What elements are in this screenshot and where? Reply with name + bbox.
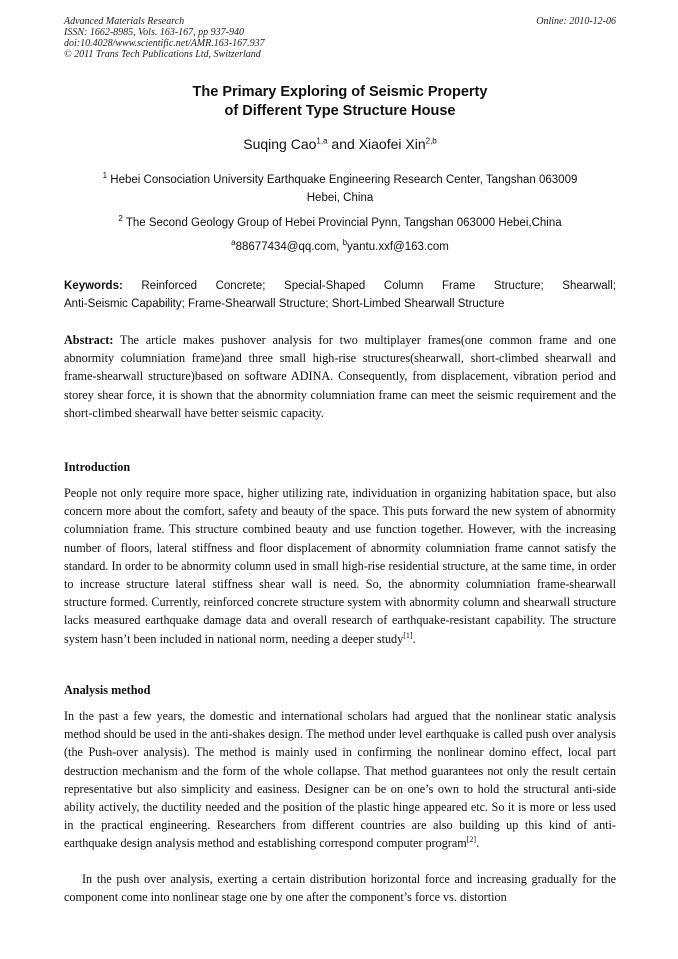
email-a-marker: a bbox=[231, 238, 236, 248]
citation-2[interactable]: [2] bbox=[466, 835, 477, 845]
title-line-2: of Different Type Structure House bbox=[224, 103, 456, 119]
affil-1-line-1: Hebei Consociation University Earthquake Engineering Research Center, Tangshan 063009 bbox=[110, 174, 578, 186]
affil-2-text: The Second Geology Group of Hebei Provincial Pynn, Tangshan 063000 Hebei,China bbox=[125, 217, 562, 229]
email-b-marker: b bbox=[342, 238, 348, 248]
keywords-label: Keywords: bbox=[64, 280, 123, 292]
journal-name: Advanced Materials Research bbox=[64, 16, 185, 27]
keywords-line-2: Anti-Seismic Capability; Frame-Shearwall Structure; Short-Limbed Shearwall Structure bbox=[64, 298, 505, 310]
analysis-end-1: . bbox=[476, 836, 480, 851]
analysis-text-1: In the past a few years, the domestic and international scholars had argued that the nonlinear static analysis method should be used in the anti-shakes design. The method under level earthquake is called push over analysis (the Push-over analysis). The method is mainly used in confirming the nonlinear domino effect, local part destruction mechanism and the form of the whole collapse. That method guarantees not only the result certain representative but also simplicity and easiness. Designer can be on one’s own to hold the structural anti-side ability actively, the ductility needed and the position of the plastic hinge appeared etc. So it is more or less used in the practical engineering. Researchers from different countries are also building up this kind of anti-earthquake design analysis method and establishing correspond computer program bbox=[64, 709, 616, 851]
abstract-label: Abstract: bbox=[64, 333, 114, 347]
affiliation-1 bbox=[64, 171, 616, 207]
affil-2-marker: 2 bbox=[118, 214, 123, 224]
author-2: Xiaofei Xin bbox=[358, 136, 426, 152]
introduction-end: . bbox=[412, 631, 416, 646]
online-date: Online: 2010-12-06 bbox=[536, 16, 616, 27]
email-b[interactable]: yantu.xxf@163.com bbox=[347, 241, 449, 253]
paper-title bbox=[64, 83, 616, 121]
copyright-line: © 2011 Trans Tech Publications Ltd, Switzerland bbox=[64, 49, 261, 60]
keywords-line-1: Reinforced Concrete; Special-Shaped Column Frame Structure; Shearwall; bbox=[141, 280, 616, 292]
author-2-affil: 2,b bbox=[425, 136, 437, 146]
author-list bbox=[64, 136, 616, 152]
analysis-heading: Analysis method bbox=[64, 683, 151, 697]
analysis-paragraph-2 bbox=[64, 870, 616, 906]
affiliation-2 bbox=[64, 214, 616, 232]
email-line bbox=[64, 238, 616, 256]
title-line-1: The Primary Exploring of Seismic Property bbox=[192, 84, 488, 100]
journal-header bbox=[64, 16, 616, 60]
analysis-paragraph-1 bbox=[64, 707, 616, 853]
author-1: Suqing Cao bbox=[243, 136, 317, 152]
email-a[interactable]: 88677434@qq.com, bbox=[235, 241, 343, 253]
introduction-paragraph bbox=[64, 484, 616, 648]
author-conj: and bbox=[327, 136, 359, 152]
introduction-heading: Introduction bbox=[64, 460, 131, 474]
abstract-block bbox=[64, 331, 616, 422]
issn-line: ISSN: 1662-8985, Vols. 163-167, pp 937-940 bbox=[64, 27, 244, 38]
author-1-affil: 1,a bbox=[316, 136, 328, 146]
keywords-block bbox=[64, 277, 616, 313]
abstract-text: The article makes pushover analysis for two multiplayer frames(one common frame and one abnormity columniation frame)and three small high-rise structures(shearwall, short-climbed shearwall and frame-shearwall structure)based on software ADINA. Consequently, from displacement, vibration period and storey shear force, it is shown that the abnormity columniation frame can meet the seismic requirement and the short-climbed shearwall have better seismic capacity. bbox=[64, 333, 616, 420]
analysis-text-2: In the push over analysis, exerting a certain distribution horizontal force and increasing gradually for the component come into nonlinear stage one by one after the component’s force vs. distortion bbox=[64, 872, 616, 905]
introduction-text: People not only require more space, higher utilizing rate, individuation in organizing habitation space, but also concern more about the comfort, safety and beauty of the space. This puts forward the new system of abnormity columniation frame. This structure combined beauty and use function together. However, with the increasing number of floors, lateral stiffness and floor displacement of abnormity columniation frame cannot satisfy the standard. In order to be abnormity column used in small high-rise residential structure, at the same time, in order to increase structure lateral stiffness shear wall is need. So, the abnormity columniation frame-shearwall structure formed. Currently, reinforced concrete structure system with abnormity column and shearwall structure lacks measured earthquake damage data and overall research of earthquake-resistant capability. The structure system hasn’t been included in national norm, needing a deeper study bbox=[64, 486, 616, 646]
affil-1-marker: 1 bbox=[102, 171, 108, 181]
citation-1[interactable]: [1] bbox=[403, 630, 413, 640]
doi-line: doi:10.4028/www.scientific.net/AMR.163-167.937 bbox=[64, 38, 265, 49]
affil-1-line-2: Hebei, China bbox=[306, 192, 374, 204]
